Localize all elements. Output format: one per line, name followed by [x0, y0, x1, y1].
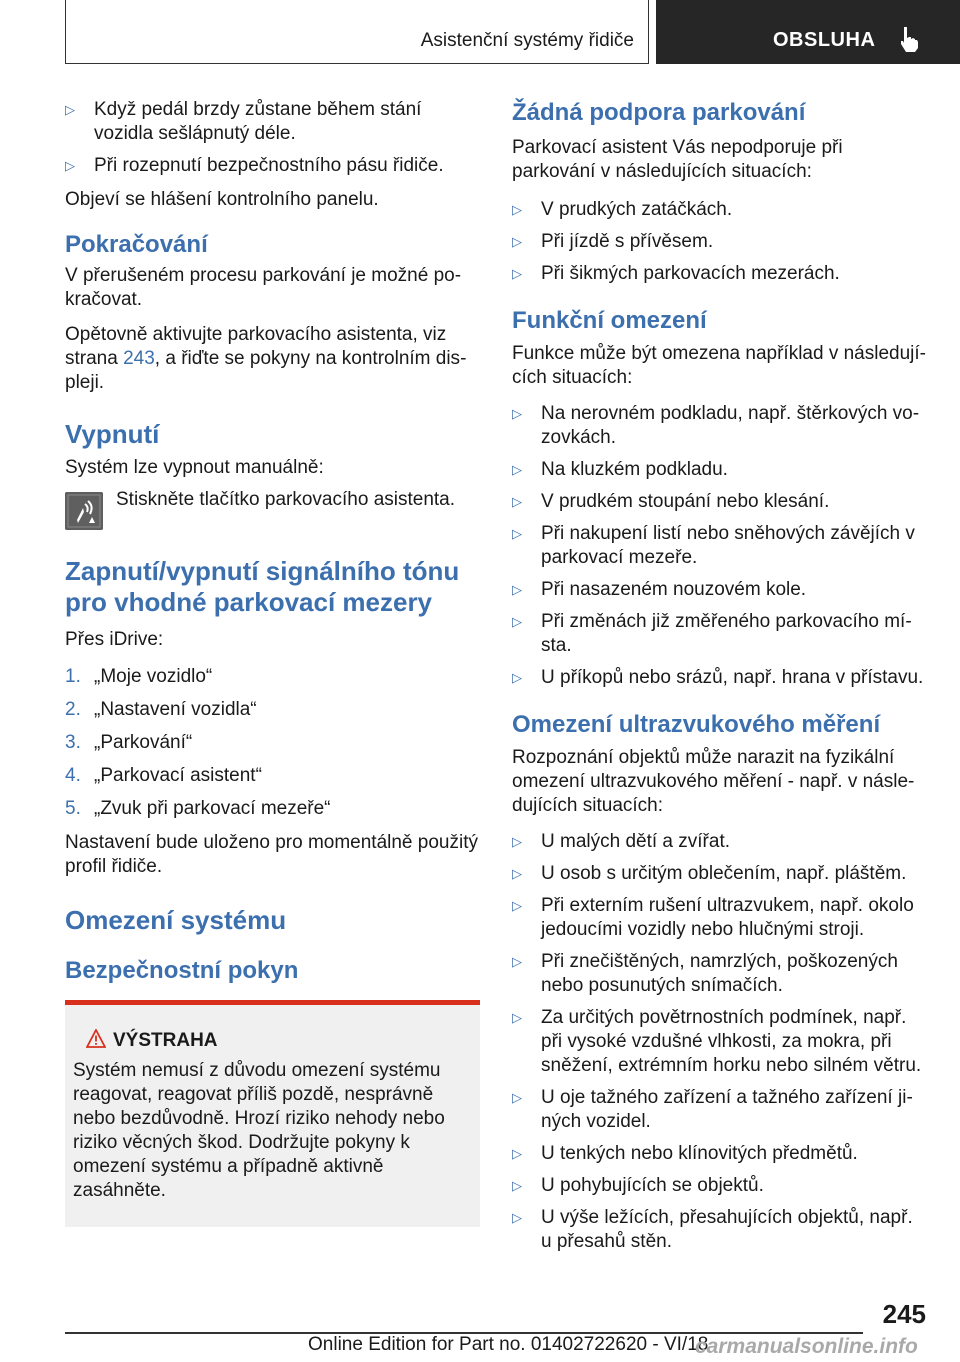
list-item: ▷ Na nerovném podkladu, např. štěrkových vozovkách. — [512, 403, 920, 448]
paragraph: Nastavení bude uloženo pro momentálně použitý profil řidiče. — [65, 832, 478, 877]
paragraph: Systém lze vypnout manuálně: — [65, 457, 324, 478]
list-item: 5. „Zvuk při parkovací mezeře“ — [65, 798, 331, 819]
heading-zapnuti: Zapnutí/vypnutí signálního tónu pro vhodné parkovací mezery — [65, 556, 460, 617]
page-link[interactable]: 243 — [123, 348, 155, 369]
triangle-bullet-icon: ▷ — [512, 462, 522, 477]
list-item: ▷ U osob s určitým oblečením, např. pláštěm. — [512, 863, 907, 884]
list-item: ▷ U pohybujících se objektů. — [512, 1175, 764, 1196]
list-item: ▷ Při znečištěných, namrzlých, poškozených nebo posunutých snímačích. — [512, 951, 898, 996]
list-item: 1. „Moje vozidlo“ — [65, 666, 213, 687]
header-chapter-box — [65, 0, 649, 64]
list-item: ▷ V prudkých zatáčkách. — [512, 199, 733, 220]
list-item: ▷ Při nakupení listí nebo sněhových závějích v parkovací mezeře. — [512, 523, 915, 568]
list-item: ▷ U příkopů nebo srázů, např. hrana v přístavu. — [512, 667, 924, 688]
list-item: 4. „Parkovací asistent“ — [65, 765, 262, 786]
list-item: ▷ U oje tažného zařízení a tažného zařízení jiných vozidel. — [512, 1087, 913, 1132]
list-item: ▷ Při jízdě s přívěsem. — [512, 231, 714, 252]
triangle-bullet-icon: ▷ — [65, 158, 75, 173]
list-item: ▷ U tenkých nebo klínovitých předmětů. — [512, 1143, 858, 1164]
watermark: carmanualsonline.info — [695, 1335, 918, 1358]
hand-pointer-icon — [896, 24, 922, 54]
warning-title: VÝSTRAHA — [73, 1029, 472, 1053]
paragraph: Funkce může být omezena například v následujících situacích: — [512, 343, 926, 388]
button-instruction-text: Stiskněte tlačítko parkovacího asistenta. — [116, 489, 456, 510]
heading-pokracovani: Pokračování — [65, 231, 208, 258]
ultrasonic-limits-list — [512, 830, 927, 1254]
list-item: 3. „Parkování“ — [65, 732, 193, 753]
triangle-bullet-icon: ▷ — [512, 1146, 522, 1161]
heading-vypnuti: Vypnutí — [65, 419, 160, 449]
list-item: ▷ Při rozepnutí bezpečnostního pásu řidiče. — [65, 155, 444, 176]
triangle-bullet-icon: ▷ — [512, 234, 522, 249]
list-item: ▷ Při externím rušení ultrazvukem, např. okolo jedoucími vozidly nebo hlučnými stroji. — [512, 895, 914, 940]
function-limits-list — [512, 402, 927, 690]
triangle-bullet-icon: ▷ — [512, 1090, 522, 1105]
button-instruction — [65, 488, 480, 532]
page-number: 245 — [882, 1299, 926, 1329]
triangle-bullet-icon: ▷ — [512, 406, 522, 421]
triangle-bullet-icon: ▷ — [512, 494, 522, 509]
list-item: ▷ Při nasazeném nouzovém kole. — [512, 579, 807, 600]
list-item: ▷ Při změnách již změřeného parkovacího místa. — [512, 611, 912, 656]
list-item: ▷ Na kluzkém podkladu. — [512, 459, 728, 480]
footer-edition: Online Edition for Part no. 01402722620 - VI/18 — [308, 1334, 709, 1355]
left-column — [65, 98, 480, 1227]
list-item: ▷ U malých dětí a zvířat. — [512, 831, 731, 852]
header-chapter-title: Asistenční systémy řidiče — [420, 30, 634, 51]
list-item: 2. „Nastavení vozidla“ — [65, 699, 257, 720]
triangle-bullet-icon: ▷ — [512, 614, 522, 629]
paragraph: Opětovně aktivujte parkovacího asistenta, viz strana 243, a řiďte se pokyny na kontrolním displeji. — [65, 324, 467, 393]
triangle-bullet-icon: ▷ — [65, 102, 75, 117]
triangle-bullet-icon: ▷ — [512, 670, 522, 685]
paragraph: V přerušeném procesu parkování je možné pokračovat. — [65, 265, 462, 310]
paragraph: Parkovací asistent Vás nepodporuje při parkování v následujících situacích: — [512, 137, 843, 182]
warning-triangle-icon — [86, 1029, 106, 1048]
brake-conditions-list — [65, 98, 480, 178]
triangle-bullet-icon: ▷ — [512, 834, 522, 849]
header-section-box — [656, 0, 960, 64]
idrive-steps-list — [65, 665, 480, 821]
triangle-bullet-icon: ▷ — [512, 1010, 522, 1025]
list-item: ▷ Při šikmých parkovacích mezerách. — [512, 263, 840, 284]
heading-ultrazvuk: Omezení ultrazvukového měření — [512, 711, 881, 738]
header-section-title: OBSLUHA — [773, 29, 876, 51]
triangle-bullet-icon: ▷ — [512, 582, 522, 597]
list-item: ▷ V prudkém stoupání nebo klesání. — [512, 491, 830, 512]
triangle-bullet-icon: ▷ — [512, 898, 522, 913]
right-column — [512, 98, 927, 1264]
triangle-bullet-icon: ▷ — [512, 954, 522, 969]
list-item: ▷ Za určitých povětrnostních podmínek, např. při vysoké vzdušné vlhkosti, za mokra, při sněžení, extrémním horku nebo silném větru. — [512, 1007, 922, 1076]
no-support-list — [512, 198, 927, 286]
heading-bezpecnost: Bezpečnostní pokyn — [65, 957, 299, 984]
paragraph: Rozpoznání objektů může narazit na fyzikální omezení ultrazvukového měření - např. v následujících situacích: — [512, 747, 915, 816]
park-assist-button-icon — [65, 492, 103, 530]
triangle-bullet-icon: ▷ — [512, 266, 522, 281]
triangle-bullet-icon: ▷ — [512, 866, 522, 881]
heading-funkcni-omezeni: Funkční omezení — [512, 307, 707, 334]
heading-omezeni: Omezení systému — [65, 905, 287, 935]
triangle-bullet-icon: ▷ — [512, 1210, 522, 1225]
triangle-bullet-icon: ▷ — [512, 1178, 522, 1193]
warning-text: Systém nemusí z důvodu omezení systému reagovat, reagovat příliš pozdě, nesprávně nebo bezdůvodně. Hrozí riziko nehody nebo riziko věcných škod. Dodržujte pokyny k omezení systému a případně aktivně zasáhněte. — [73, 1060, 445, 1201]
paragraph: Přes iDrive: — [65, 629, 164, 650]
list-item: ▷ Když pedál brzdy zůstane během stání vozidla sešlápnutý déle. — [65, 99, 422, 144]
heading-zadna-podpora: Žádná podpora parkování — [512, 99, 806, 126]
paragraph: Objeví se hlášení kontrolního panelu. — [65, 189, 379, 210]
warning-box — [65, 1000, 480, 1227]
list-item: ▷ U výše ležících, přesahujících objektů, např. u přesahů stěn. — [512, 1207, 913, 1252]
triangle-bullet-icon: ▷ — [512, 202, 522, 217]
triangle-bullet-icon: ▷ — [512, 526, 522, 541]
